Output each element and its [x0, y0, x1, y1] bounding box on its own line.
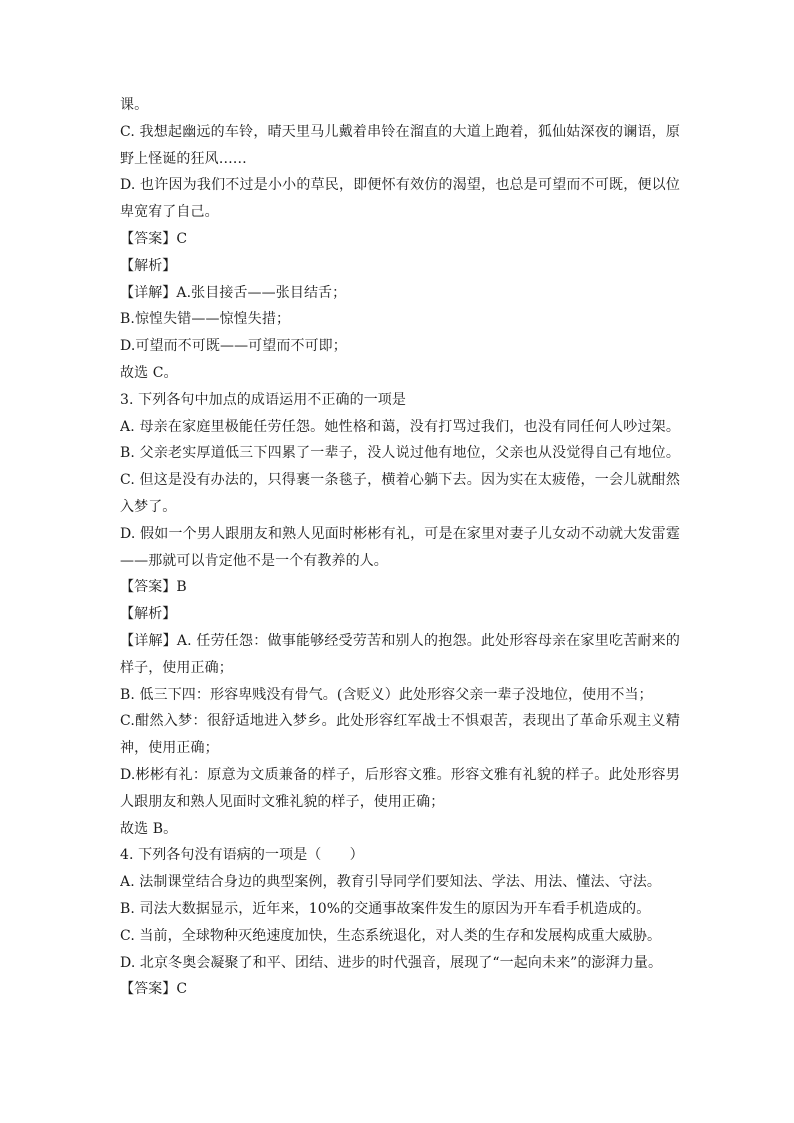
text-line: C. 当前，全球物种灭绝速度加快，生态系统退化，对人类的生存和发展构成重大威胁。: [120, 927, 662, 944]
text-line: 人跟朋友和熟人见面时文雅礼貌的样子，使用正确；: [120, 793, 445, 810]
text-line: D.可望而不可既——可望而不可即；: [120, 338, 347, 355]
text-line: D. 假如一个男人跟朋友和熟人见面时彬彬有礼，可是在家里对妻子儿女动不动就大发雷霆: [120, 525, 680, 542]
text-line: B. 低三下四：形容卑贱没有骨气。(含贬义）此处形容父亲一辈子没地位，使用不当；: [120, 686, 653, 703]
text-line: 样子，使用正确；: [120, 659, 233, 676]
text-line: 【详解】A. 任劳任怨：做事能够经受劳苦和别人的抱怨。此处形容母亲在家里吃苦耐来的: [120, 632, 680, 649]
text-line: 课。: [120, 97, 149, 113]
text-line: A. 母亲在家庭里极能任劳任怨。她性格和蔼，没有打骂过我们，也没有同任何人吵过架。: [120, 418, 680, 435]
text-line: 【解析】: [120, 257, 177, 274]
text-line: 【答案】C: [120, 981, 188, 998]
text-line: D.彬彬有礼：原意为文质兼备的样子，后形容文雅。形容文雅有礼貌的样子。此处形容男: [120, 766, 680, 783]
text-line: B. 父亲老实厚道低三下四累了一辈子，没人说过他有地位，父亲也从没觉得自己有地位。: [120, 445, 680, 462]
text-line: B. 司法大数据显示，近年来，10%的交通事故案件发生的原因为开车看手机造成的。: [120, 900, 651, 917]
text-line: D. 北京冬奥会凝聚了和平、团结、进步的时代强音，展现了“一起向未来”的澎湃力量。: [120, 954, 663, 971]
text-line: 故选 C。: [120, 364, 178, 381]
document-page: [120, 92, 680, 1003]
text-line: 【解析】: [120, 606, 177, 623]
text-line: 4. 下列各句没有语病的一项是（ ）: [120, 847, 364, 864]
text-line: 【答案】B: [120, 579, 187, 596]
text-line: 【详解】A.张目接舌——张目结舌；: [120, 284, 347, 301]
text-line: D. 也许因为我们不过是小小的草民，即便怀有效仿的渴望，也总是可望而不可既，便以位: [120, 177, 680, 194]
text-line: 神，使用正确；: [120, 740, 219, 757]
text-line: ——那就可以肯定他不是一个有教养的人。: [120, 552, 388, 569]
text-line: 3. 下列各句中加点的成语运用不正确的一项是: [120, 391, 407, 408]
text-line: 故选 B。: [120, 820, 178, 837]
text-line: 卑宽宥了自己。: [120, 204, 219, 221]
text-line: 【答案】C: [120, 230, 188, 247]
text-line: 入梦了。: [120, 498, 177, 515]
text-line: A. 法制课堂结合身边的典型案例，教育引导同学们要知法、学法、用法、懂法、守法。: [120, 874, 662, 891]
text-line: 野上怪诞的狂风……: [120, 150, 247, 167]
text-line: C. 我想起幽远的车铃，晴天里马儿戴着串铃在溜直的大道上跑着，狐仙姑深夜的谰语，原: [120, 123, 680, 140]
text-line: C. 但这是没有办法的，只得裹一条毯子，横着心躺下去。因为实在太疲倦，一会儿就酣然: [120, 472, 680, 489]
text-line: B.惊惶失错——惊惶失措；: [120, 311, 291, 328]
text-line: C.酣然入梦：很舒适地进入梦乡。此处形容红军战士不惧艰苦，表现出了革命乐观主义精: [120, 713, 680, 730]
